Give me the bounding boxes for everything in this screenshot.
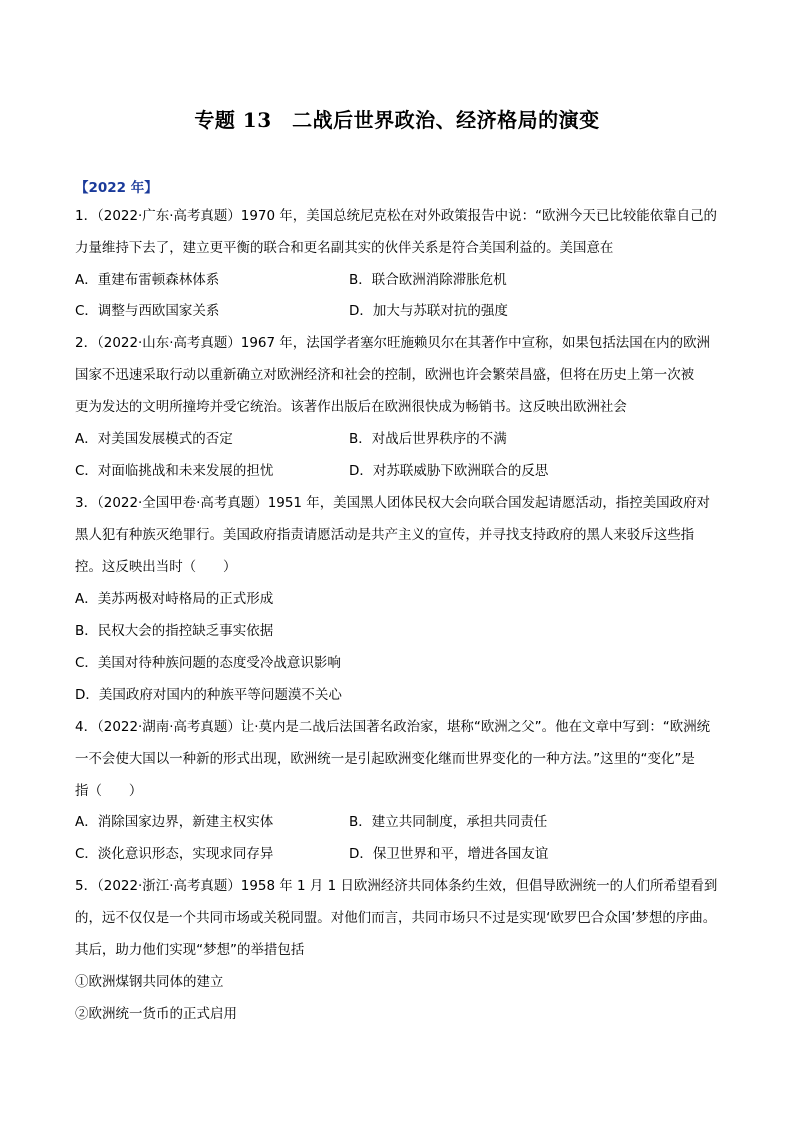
q4-stem-line2: 一不会使大国以一种新的形式出现，欧洲统一是引起欧洲变化继而世界变化的一种方法。”这里的“变化”是 — [75, 751, 695, 767]
q4-option-a: A．消除国家边界，新建主权实体 — [75, 814, 274, 830]
q3-stem-line3: 控。这反映出当时（ ） — [75, 559, 237, 575]
q4-stem-line3: 指（ ） — [75, 783, 143, 799]
q3-stem-line2: 黑人犯有种族灭绝罪行。美国政府指责请愿活动是共产主义的宣传，并寻找支持政府的黑人来驳斥这些指 — [75, 527, 695, 543]
q1-option-b: B．联合欧洲消除滞胀危机 — [349, 272, 507, 288]
q4-option-d: D．保卫世界和平，增进各国友谊 — [349, 846, 549, 862]
q1-stem-line1: 1．（2022·广东·高考真题）1970 年，美国总统尼克松在对外政策报告中说：“欧洲今天已比较能依靠自己的 — [75, 208, 717, 224]
page-title: 专题 13 二战后世界政治、经济格局的演变 — [194, 108, 600, 132]
q4-option-b: B．建立共同制度，承担共同责任 — [349, 814, 548, 830]
q3-option-c: C．美国对待种族问题的态度受冷战意识影响 — [75, 655, 341, 671]
q5-stem-line1: 5．（2022·浙江·高考真题）1958 年 1 月 1 日欧洲经济共同体条约生效，但倡导欧洲统一的人们所希望看到 — [75, 878, 718, 894]
q2-option-d: D．对苏联威胁下欧洲联合的反思 — [349, 463, 549, 479]
q2-option-b: B．对战后世界秩序的不满 — [349, 431, 507, 447]
q1-option-d: D．加大与苏联对抗的强度 — [349, 303, 508, 319]
q3-option-a: A．美苏两极对峙格局的正式形成 — [75, 591, 274, 607]
q1-stem-line2: 力量维持下去了，建立更平衡的联合和更名副其实的伙伴关系是符合美国利益的。美国意在 — [75, 240, 614, 256]
q2-stem-line1: 2．（2022·山东·高考真题）1967 年，法国学者塞尔旺施赖贝尔在其著作中宣称，如果包括法国在内的欧洲 — [75, 335, 711, 351]
q4-stem-line1: 4．（2022·湖南·高考真题）让·莫内是二战后法国著名政治家，堪称“欧洲之父”。他在文章中写到：“欧洲统 — [75, 719, 711, 735]
q5-item-1: ①欧洲煤钢共同体的建立 — [75, 974, 224, 990]
q3-option-d: D．美国政府对国内的种族平等问题漠不关心 — [75, 687, 342, 703]
q5-stem-line3: 其后，助力他们实现“梦想”的举措包括 — [75, 942, 305, 958]
q2-option-c: C．对面临挑战和未来发展的担忧 — [75, 463, 274, 479]
q1-option-a: A．重建布雷顿森林体系 — [75, 272, 220, 288]
q3-option-b: B．民权大会的指控缺乏事实依据 — [75, 623, 274, 639]
section-heading-2022: 【2022 年】 — [75, 180, 158, 196]
q3-stem-line1: 3．（2022·全国甲卷·高考真题）1951 年，美国黑人团体民权大会向联合国发起请愿活动，指控美国政府对 — [75, 495, 711, 511]
q5-stem-line2: 的，远不仅仅是一个共同市场或关税同盟。对他们而言，共同市场只不过是实现‘欧罗巴合众国’梦想的序曲。 — [75, 910, 717, 926]
q4-option-c: C．淡化意识形态，实现求同存异 — [75, 846, 274, 862]
q2-stem-line3: 更为发达的文明所撞垮并受它统治。该著作出版后在欧洲很快成为畅销书。这反映出欧洲社会 — [75, 399, 627, 415]
q1-option-c: C．调整与西欧国家关系 — [75, 303, 220, 319]
q5-item-2: ②欧洲统一货币的正式启用 — [75, 1006, 237, 1022]
q2-stem-line2: 国家不迅速采取行动以重新确立对欧洲经济和社会的控制，欧洲也许会繁荣昌盛，但将在历史上第一次被 — [75, 367, 695, 383]
q2-option-a: A．对美国发展模式的否定 — [75, 431, 233, 447]
